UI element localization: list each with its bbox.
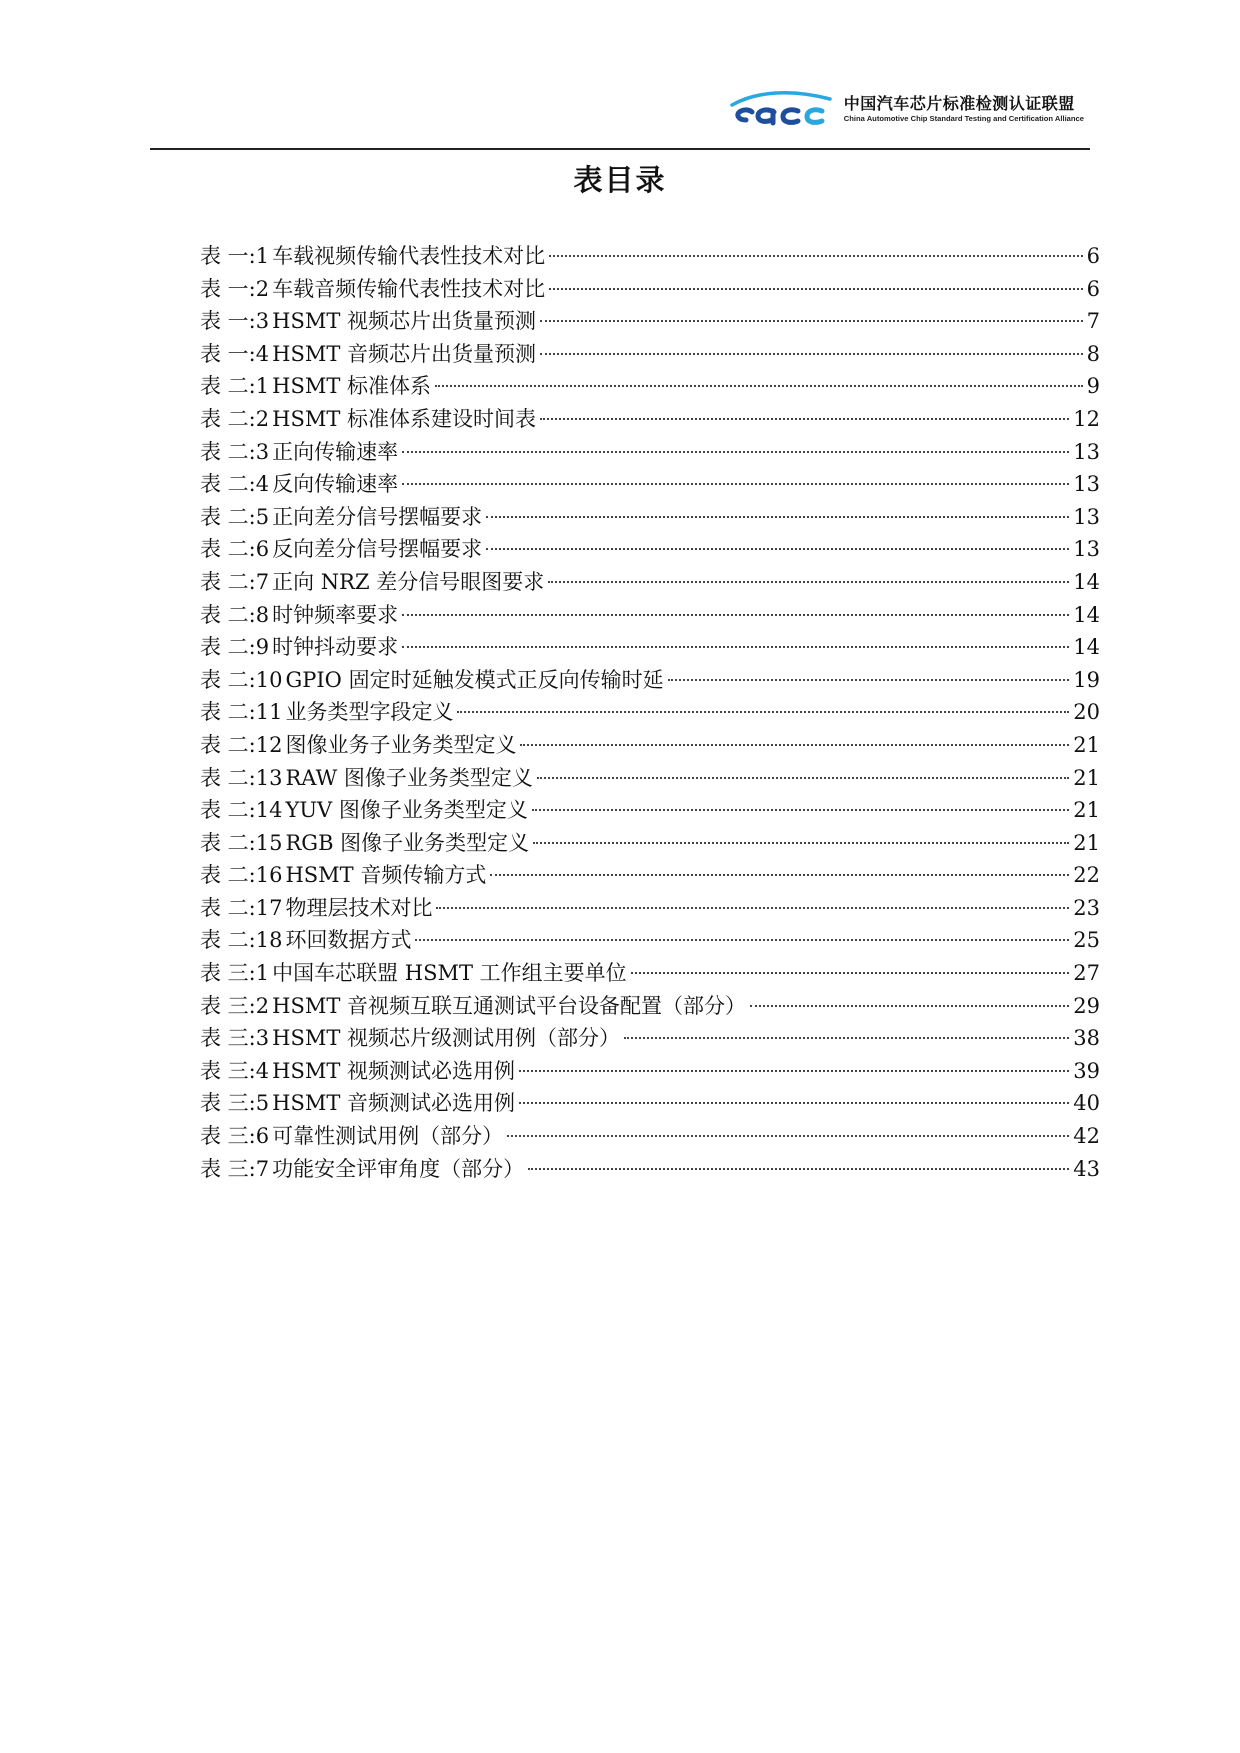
toc-entry-title: 车载视频传输代表性技术对比: [272, 244, 546, 268]
toc-entry[interactable]: [200, 338, 1100, 371]
toc-entry-number: 表 二:16: [200, 863, 283, 888]
toc-entry-title: 反向传输速率: [272, 472, 399, 497]
toc-entry-title: 中国车芯联盟 HSMT 工作组主要单位: [272, 961, 627, 986]
toc-entry-number: 表 二:13: [200, 765, 283, 790]
toc-entry-number: 表 二:10: [200, 667, 283, 692]
toc-leader-dots: [528, 1168, 1069, 1170]
toc-entry-page: 27: [1073, 961, 1100, 986]
toc-entry[interactable]: [200, 566, 1100, 599]
toc-entry[interactable]: [200, 924, 1100, 957]
toc-entry-page: 13: [1073, 439, 1100, 464]
toc-entry-page: 25: [1073, 928, 1100, 953]
toc-entry-title: 正向差分信号摆幅要求: [272, 504, 483, 529]
page-title: 表目录: [573, 163, 667, 197]
toc-entry-title: HSMT 标准体系建设时间表: [272, 406, 537, 431]
toc-entry-number: 表 三:7: [200, 1156, 270, 1181]
toc-entry[interactable]: [200, 794, 1100, 827]
toc-entry[interactable]: [200, 990, 1100, 1023]
toc-entry-title: HSMT 音频传输方式: [285, 863, 487, 888]
toc-entry-page: 6: [1086, 244, 1100, 268]
toc-entry-title: HSMT 标准体系: [272, 374, 432, 399]
toc-entry-page: 38: [1073, 1026, 1100, 1051]
toc-entry-title: 图像业务子业务类型定义: [285, 732, 517, 757]
toc-entry-title: HSMT 视频芯片级测试用例（部分）: [272, 1026, 621, 1051]
toc-leader-dots: [540, 320, 1083, 322]
toc-leader-dots: [486, 516, 1069, 518]
toc-entry-page: 43: [1073, 1156, 1100, 1181]
toc-leader-dots: [520, 744, 1069, 746]
toc-entry[interactable]: [200, 305, 1100, 338]
toc-entry[interactable]: [200, 240, 1100, 273]
toc-leader-dots: [402, 614, 1069, 616]
toc-entry[interactable]: [200, 729, 1100, 762]
toc-entry-page: 14: [1073, 569, 1100, 594]
toc-entry-page: 14: [1073, 602, 1100, 627]
toc-entry-number: 表 二:1: [200, 374, 270, 399]
cacc-logo-icon: [712, 83, 840, 135]
toc-leader-dots: [668, 679, 1070, 681]
toc-entry-page: 13: [1073, 504, 1100, 529]
toc-entry[interactable]: [200, 1087, 1100, 1120]
toc-entry-page: 12: [1073, 406, 1100, 431]
toc-entry-number: 表 二:11: [200, 700, 283, 725]
toc-entry-title: RAW 图像子业务类型定义: [285, 765, 533, 790]
toc-entry-number: 表 三:5: [200, 1091, 270, 1116]
toc-entry-title: 环回数据方式: [285, 928, 412, 953]
toc-leader-dots: [549, 288, 1083, 290]
toc-entry-number: 表 二:8: [200, 602, 270, 627]
toc-entry-page: 6: [1086, 276, 1100, 301]
toc-entry-number: 表 二:2: [200, 406, 270, 431]
toc-entry-number: 表 一:3: [200, 309, 270, 334]
toc-entry-page: 8: [1086, 341, 1100, 366]
toc-leader-dots: [402, 451, 1069, 453]
toc-entry-page: 20: [1073, 700, 1100, 725]
toc-entry[interactable]: [200, 762, 1100, 795]
toc-entry[interactable]: [200, 533, 1100, 566]
page-header: [150, 70, 1090, 150]
toc-entry-page: 22: [1073, 863, 1100, 888]
toc-entry-title: 物理层技术对比: [285, 895, 433, 920]
toc-entry-number: 表 一:2: [200, 276, 270, 301]
toc-entry-title: 业务类型字段定义: [285, 700, 454, 725]
toc-entry-title: 正向传输速率: [272, 439, 399, 464]
alliance-name-cn: 中国汽车芯片标准检测认证联盟: [843, 94, 1075, 113]
toc-entry[interactable]: [200, 1022, 1100, 1055]
toc-entry-page: 9: [1086, 374, 1100, 399]
toc-entry-number: 表 三:6: [200, 1124, 270, 1149]
toc-entry-title: 反向差分信号摆幅要求: [272, 537, 483, 562]
toc-entry[interactable]: [200, 664, 1100, 697]
toc-entry-title: HSMT 视频测试必选用例: [272, 1058, 516, 1083]
toc-entry[interactable]: [200, 599, 1100, 632]
toc-entry-number: 表 二:12: [200, 732, 283, 757]
toc-entry[interactable]: [200, 1120, 1100, 1153]
toc-leader-dots: [532, 809, 1069, 811]
toc-entry-page: 40: [1073, 1091, 1100, 1116]
toc-entry[interactable]: [200, 370, 1100, 403]
toc-leader-dots: [402, 483, 1069, 485]
toc-leader-dots: [486, 548, 1069, 550]
toc-entry-page: 39: [1073, 1058, 1100, 1083]
toc-entry[interactable]: [200, 1055, 1100, 1088]
toc-entry[interactable]: [200, 1153, 1100, 1186]
toc-entry-number: 表 二:15: [200, 830, 283, 855]
toc-entry[interactable]: [200, 273, 1100, 306]
toc-entry-number: 表 二:9: [200, 635, 270, 660]
toc-entry-page: 19: [1073, 667, 1100, 692]
toc-leader-dots: [548, 581, 1069, 583]
toc-entry-page: 29: [1073, 993, 1100, 1018]
toc-entry-title: 时钟抖动要求: [272, 635, 399, 660]
toc-entry[interactable]: [200, 827, 1100, 860]
toc-entry-page: 14: [1073, 635, 1100, 660]
toc-entry-title: RGB 图像子业务类型定义: [285, 830, 530, 855]
toc-leader-dots: [631, 972, 1070, 974]
toc-entry-title: HSMT 音频测试必选用例: [272, 1091, 516, 1116]
toc-entry[interactable]: [200, 957, 1100, 990]
toc-leader-dots: [457, 711, 1069, 713]
toc-leader-dots: [436, 907, 1069, 909]
toc-entry[interactable]: [200, 696, 1100, 729]
toc-entry[interactable]: [200, 859, 1100, 892]
toc-entry[interactable]: [200, 892, 1100, 925]
toc-entry-title: YUV 图像子业务类型定义: [285, 798, 528, 823]
alliance-name-en: China Automotive Chip Standard Testing and Certification Alliance: [843, 114, 1084, 123]
toc-entry-page: 7: [1086, 309, 1100, 334]
toc-entry-title: HSMT 音视频互联互通测试平台设备配置（部分）: [272, 993, 747, 1018]
table-of-contents: [200, 240, 1100, 1185]
toc-leader-dots: [533, 842, 1069, 844]
toc-leader-dots: [507, 1135, 1069, 1137]
toc-leader-dots: [435, 385, 1083, 387]
toc-entry[interactable]: [200, 403, 1100, 436]
toc-entry-number: 表 二:17: [200, 895, 283, 920]
toc-leader-dots: [537, 777, 1069, 779]
toc-entry-page: 13: [1073, 472, 1100, 497]
toc-entry-number: 表 二:14: [200, 798, 283, 823]
toc-entry-number: 表 二:3: [200, 439, 270, 464]
toc-entry-number: 表 二:4: [200, 472, 270, 497]
toc-entry-title: 功能安全评审角度（部分）: [272, 1156, 525, 1181]
toc-entry-number: 表 三:3: [200, 1026, 270, 1051]
toc-leader-dots: [402, 646, 1069, 648]
toc-entry-title: 车载音频传输代表性技术对比: [272, 276, 546, 301]
toc-entry-title: 正向 NRZ 差分信号眼图要求: [272, 569, 545, 594]
toc-entry-number: 表 三:1: [200, 961, 270, 986]
toc-entry-page: 13: [1073, 537, 1100, 562]
toc-entry[interactable]: [200, 468, 1100, 501]
toc-entry[interactable]: [200, 501, 1100, 534]
toc-entry-page: 21: [1073, 798, 1100, 823]
toc-entry-page: 21: [1073, 765, 1100, 790]
toc-leader-dots: [415, 939, 1069, 941]
toc-entry-page: 42: [1073, 1124, 1100, 1149]
toc-entry-title: HSMT 视频芯片出货量预测: [272, 309, 537, 334]
toc-entry-number: 表 二:5: [200, 504, 270, 529]
toc-entry-page: 21: [1073, 732, 1100, 757]
toc-entry-number: 表 一:4: [200, 341, 270, 366]
toc-entry-number: 表 二:7: [200, 569, 270, 594]
toc-entry[interactable]: [200, 436, 1100, 469]
toc-leader-dots: [519, 1070, 1069, 1072]
toc-entry-page: 21: [1073, 830, 1100, 855]
toc-entry-title: 时钟频率要求: [272, 602, 399, 627]
toc-entry-number: 表 二:6: [200, 537, 270, 562]
toc-entry-number: 表 一:1: [200, 244, 270, 268]
cacc-logo: [712, 84, 1084, 134]
toc-leader-dots: [549, 255, 1083, 257]
toc-entry-number: 表 三:2: [200, 993, 270, 1018]
toc-leader-dots: [624, 1037, 1069, 1039]
toc-entry-page: 23: [1073, 895, 1100, 920]
toc-entry-number: 表 二:18: [200, 928, 283, 953]
toc-leader-dots: [519, 1102, 1069, 1104]
toc-entry-title: GPIO 固定时延触发模式正反向传输时延: [285, 667, 664, 692]
toc-leader-dots: [750, 1005, 1069, 1007]
toc-entry[interactable]: [200, 631, 1100, 664]
toc-entry-title: 可靠性测试用例（部分）: [272, 1124, 504, 1149]
toc-entry-title: HSMT 音频芯片出货量预测: [272, 341, 537, 366]
toc-entry-number: 表 三:4: [200, 1058, 270, 1083]
toc-leader-dots: [540, 353, 1083, 355]
toc-leader-dots: [490, 874, 1069, 876]
toc-leader-dots: [540, 418, 1069, 420]
